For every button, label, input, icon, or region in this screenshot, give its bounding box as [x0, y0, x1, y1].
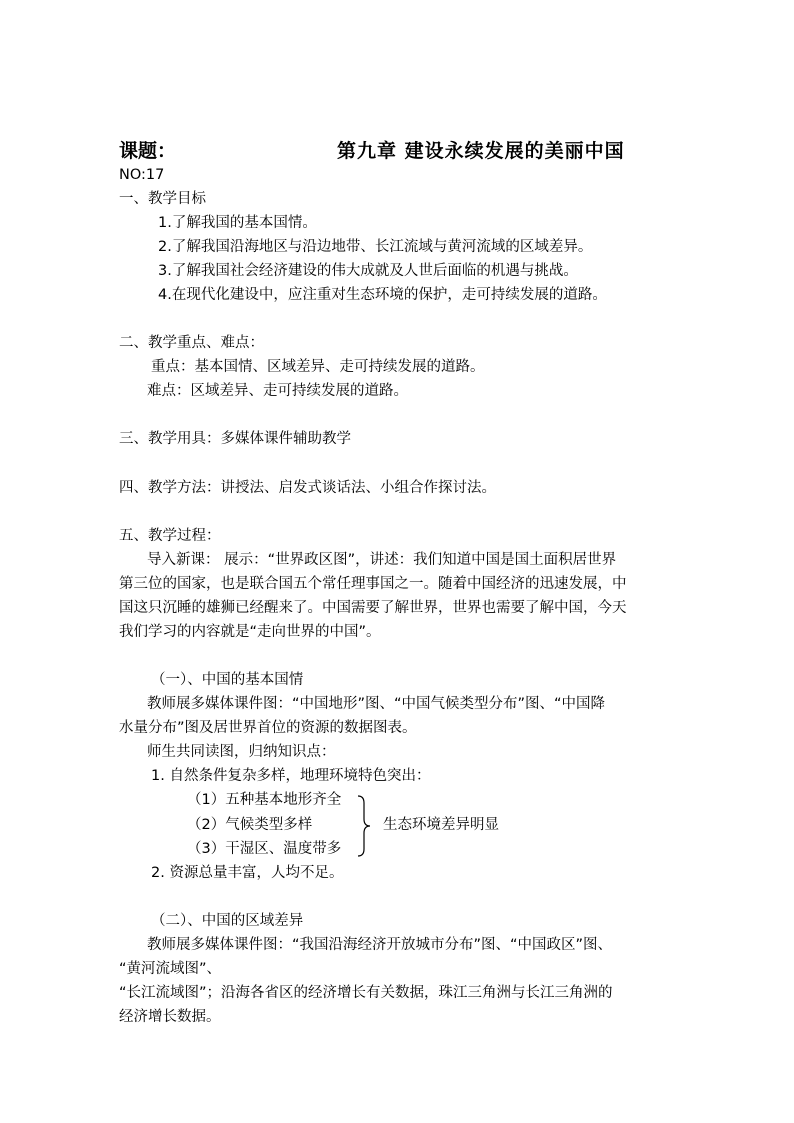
part-2-desc-line: “黄河流域图”、	[119, 961, 222, 977]
objective-item: 2.了解我国沿海地区与沿边地带、长江流域与黄河流域的区域差异。	[158, 239, 593, 255]
difficult-points: 难点：区域差异、走可持续发展的道路。	[147, 383, 408, 399]
part-1-heading: （一）、中国的基本国情	[151, 672, 304, 688]
part-2-desc-line: “长江流域图”；沿海各省区的经济增长有关数据，珠江三角洲与长江三角洲的	[119, 985, 613, 1001]
point-1: 1. 自然条件复杂多样，地理环境特色突出：	[151, 768, 431, 784]
part-2-desc-line: 教师展多媒体课件图：“我国沿海经济开放城市分布”图、“中国政区”图、	[147, 937, 613, 953]
point-2: 2. 资源总量丰富，人均不足。	[151, 865, 344, 881]
objective-item: 4.在现代化建设中，应注重对生态环境的保护，走可持续发展的道路。	[158, 287, 607, 303]
part-2-desc-line: 经济增长数据。	[119, 1009, 221, 1025]
intro-line: 我们学习的内容就是“走向世界的中国”。	[119, 624, 381, 640]
lesson-number: NO:17	[119, 167, 165, 183]
intro-line: 导入新课： 展示：“世界政区图”，讲述：我们知道中国是国土面积居世界	[147, 552, 617, 568]
part-1-desc-line: 水量分布”图及居世界首位的资源的数据图表。	[119, 720, 417, 736]
subpoint-terrain: （1）五种基本地形齐全	[187, 792, 342, 808]
lesson-label: 课题：	[119, 140, 177, 162]
curly-brace-icon	[356, 795, 372, 857]
part-1-desc-line: 教师展多媒体课件图：“中国地形”图、“中国气候类型分布”图、“中国降	[147, 696, 606, 712]
section-5-heading: 五、教学过程：	[119, 528, 221, 544]
section-2-heading: 二、教学重点、难点：	[119, 335, 264, 351]
subpoint-climate: （2）气候类型多样	[187, 817, 313, 833]
intro-line: 第三位的国家，也是联合国五个常任理事国之一。随着中国经济的迅速发展，中	[119, 576, 627, 592]
part-1-summary: 师生共同读图，归纳知识点：	[147, 744, 336, 760]
objective-item: 3.了解我国社会经济建设的伟大成就及人世后面临的机遇与挑战。	[158, 263, 578, 279]
section-1-heading: 一、教学目标	[119, 191, 206, 207]
intro-line: 国这只沉睡的雄狮已经醒来了。中国需要了解世界，世界也需要了解中国，今天	[119, 600, 627, 616]
chapter-title: 第九章 建设永续发展的美丽中国	[337, 140, 625, 162]
part-2-heading: （二）、中国的区域差异	[151, 913, 304, 929]
brace-label: 生态环境差异明显	[383, 817, 499, 833]
key-points: 重点：基本国情、区域差异、走可持续发展的道路。	[151, 359, 485, 375]
section-3-teaching-tools: 三、教学用具：多媒体课件辅助教学	[119, 431, 351, 447]
section-4-teaching-methods: 四、教学方法：讲授法、启发式谈话法、小组合作探讨法。	[119, 480, 496, 496]
subpoint-zones: （3）干湿区、温度带多	[187, 841, 342, 857]
objective-item: 1.了解我国的基本国情。	[158, 215, 317, 231]
